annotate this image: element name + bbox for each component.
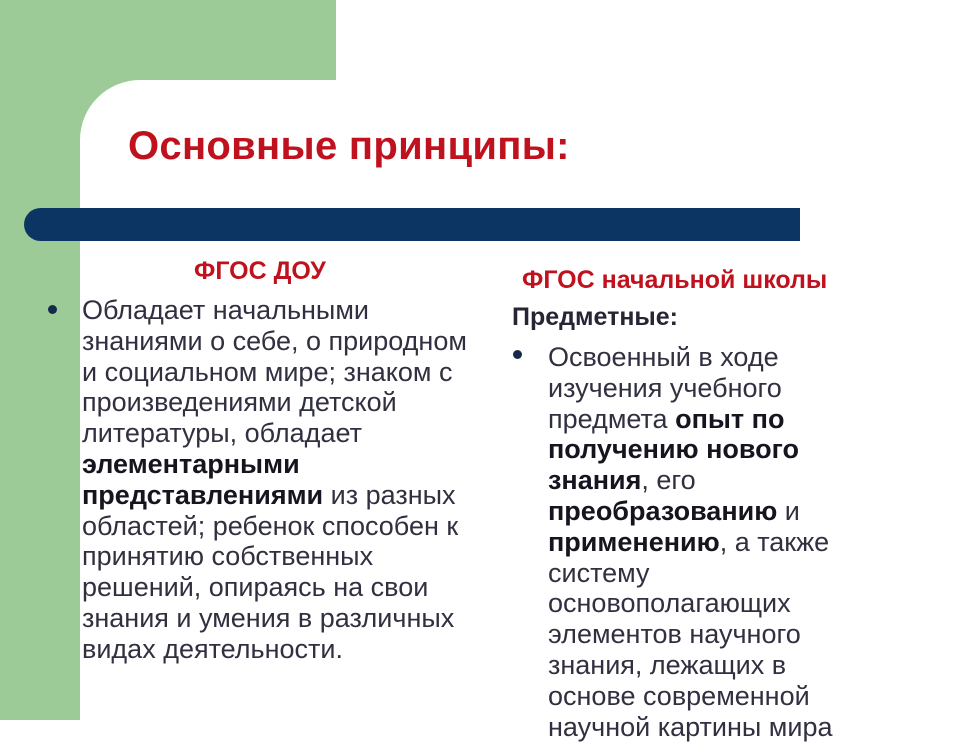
slide-title: Основные принципы: — [128, 124, 570, 168]
left-bullet-text — [82, 295, 487, 665]
text-segment: , его — [641, 465, 696, 496]
text-segment: Обладает начальными знаниями о себе, о природном и социальном мире; знаком с произведениями детской литературы, обладает — [82, 295, 467, 449]
text-segment: и — [777, 495, 800, 526]
bullet-dot-icon — [513, 350, 522, 359]
right-column-subheading: Предметные: — [512, 303, 679, 331]
left-column-heading: ФГОС ДОУ — [194, 257, 326, 285]
bullet-dot-icon — [48, 305, 57, 314]
bold-text-segment: опыт по получению нового знания — [548, 403, 800, 496]
text-segment: , а также систему основополагающих элементов научного знания, лежащих в основе современной научной картины мира — [548, 526, 833, 742]
title-divider-bar — [24, 208, 800, 241]
right-column-heading: ФГОС начальной школы — [522, 266, 828, 294]
text-segment: Освоенный в ходе изучения учебного предмета — [548, 342, 782, 434]
bold-text-segment: преобразованию — [548, 495, 778, 526]
bold-text-segment: применению — [548, 526, 720, 557]
right-bullet-text — [548, 342, 878, 742]
bold-text-segment: элементарными представлениями — [82, 448, 324, 510]
text-segment: из разных областей; ребенок способен к принятию собственных решений, опираясь на свои знания и умения в различных видах деятельности. — [82, 479, 459, 664]
